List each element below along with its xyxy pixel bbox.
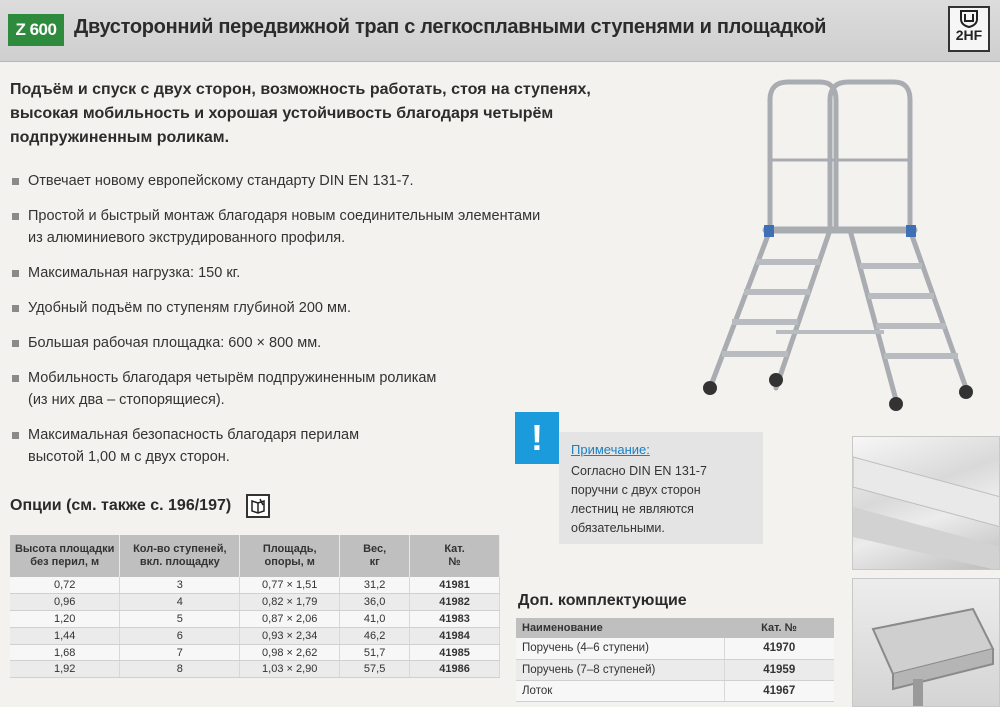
column-header: Площадь, опоры, м [240,535,340,577]
feature-line: (из них два – стопорящиеся). [28,392,225,408]
tray-detail-image [853,579,1000,707]
table-row [10,661,500,678]
logo-text: 2HF [955,27,983,43]
feature-line: Отвечает новому европейскому стандарту DIN EN 131-7. [28,173,414,189]
note-box [515,412,763,544]
table-cell: 0,77 × 1,51 [240,577,340,594]
table-cell: 1,20 [10,611,120,628]
feature-line: Максимальная нагрузка: 150 кг. [28,265,241,281]
table-row [10,611,500,628]
note-heading: Примечание: [571,442,650,457]
table-cell: 57,5 [340,661,410,678]
column-header: Кат. № [410,535,500,577]
feature-item [10,205,650,249]
options-title: Опции (см. также с. 196/197) [10,497,232,514]
note-line: обязательными. [571,521,665,535]
page-title: Двусторонний передвижной трап с легкосплавными ступенями и площадкой [74,16,827,38]
table-cell: 41984 [410,627,500,644]
table-cell: 36,0 [340,594,410,611]
table-row [516,638,834,659]
table-cell: 41970 [724,638,834,659]
intro-text [10,78,630,150]
options-table [10,535,500,678]
note-line: лестниц не являются [571,502,694,516]
table-cell: 6 [120,627,240,644]
accessories-table [516,618,834,702]
handrail-photo [852,436,1000,570]
table-cell: 0,72 [10,577,120,594]
table-cell: Лоток [516,680,724,701]
table-cell: 0,82 × 1,79 [240,594,340,611]
shield-logo-icon [959,10,979,28]
feature-line: Максимальная безопасность благодаря перилам [28,427,360,443]
note-line: поручни с двух сторон [571,483,701,497]
table-cell: 41967 [724,680,834,701]
table-cell: 41959 [724,659,834,680]
note-panel [559,432,763,544]
table-cell: 0,93 × 2,34 [240,627,340,644]
table-cell: 31,2 [340,577,410,594]
note-text [571,462,707,538]
column-header: Наименование [516,618,724,638]
table-cell: 1,44 [10,627,120,644]
feature-line: Большая рабочая площадка: 600 × 800 мм. [28,335,322,351]
feature-item [10,262,650,284]
table-cell: 41983 [410,611,500,628]
table-cell: 8 [120,661,240,678]
warning-icon: ! [515,412,559,464]
table-cell: 46,2 [340,627,410,644]
feature-item [10,297,650,319]
table-cell: 7 [120,644,240,661]
feature-line: Простой и быстрый монтаж благодаря новым соединительным элементами [28,208,541,224]
brand-logo [948,6,990,52]
feature-line: Мобильность благодаря четырём подпружиненным роликам [28,370,437,386]
table-cell: 3 [120,577,240,594]
book-reference-icon [246,494,270,518]
table-cell: 0,96 [10,594,120,611]
table-cell: 41981 [410,577,500,594]
table-cell: 0,87 × 2,06 [240,611,340,628]
table-row [10,577,500,594]
table-cell: 4 [120,594,240,611]
model-badge: Z 600 [8,14,64,46]
table-cell: 5 [120,611,240,628]
table-row [10,644,500,661]
table-cell: 1,68 [10,644,120,661]
table-cell: 51,7 [340,644,410,661]
column-header: Кат. № [724,618,834,638]
table-row [10,594,500,611]
table-cell: 41982 [410,594,500,611]
table-cell: 1,03 × 2,90 [240,661,340,678]
note-line: Согласно DIN EN 131-7 [571,464,707,478]
table-cell: 1,92 [10,661,120,678]
handrail-detail-image [853,437,1000,570]
intro-line: подпружиненным роликам. [10,129,230,146]
intro-line: высокая мобильность и хорошая устойчивость благодаря четырём [10,105,554,122]
tray-photo [852,578,1000,707]
column-header: Кол-во ступеней, вкл. площадку [120,535,240,577]
feature-item [10,367,650,411]
page-header [0,0,1000,62]
table-header-row [516,618,834,638]
column-header: Вес, кг [340,535,410,577]
feature-item [10,332,650,354]
table-cell: 41986 [410,661,500,678]
feature-line: высотой 1,00 м с двух сторон. [28,449,230,465]
feature-line: из алюминиевого экструдированного профиля. [28,230,346,246]
table-row [516,659,834,680]
accessories-title: Доп. комплектующие [518,592,687,609]
table-cell: Поручень (4–6 ступени) [516,638,724,659]
feature-item [10,170,650,192]
table-cell: 41985 [410,644,500,661]
feature-line: Удобный подъём по ступеням глубиной 200 мм. [28,300,351,316]
table-cell: Поручень (7–8 ступеней) [516,659,724,680]
table-cell: 41,0 [340,611,410,628]
table-row [10,627,500,644]
ladder-illustration [680,70,1000,430]
intro-line: Подъём и спуск с двух сторон, возможность работать, стоя на ступенях, [10,81,591,98]
column-header: Высота площадки без перил, м [10,535,120,577]
table-row [516,680,834,701]
table-header-row [10,535,500,577]
table-cell: 0,98 × 2,62 [240,644,340,661]
